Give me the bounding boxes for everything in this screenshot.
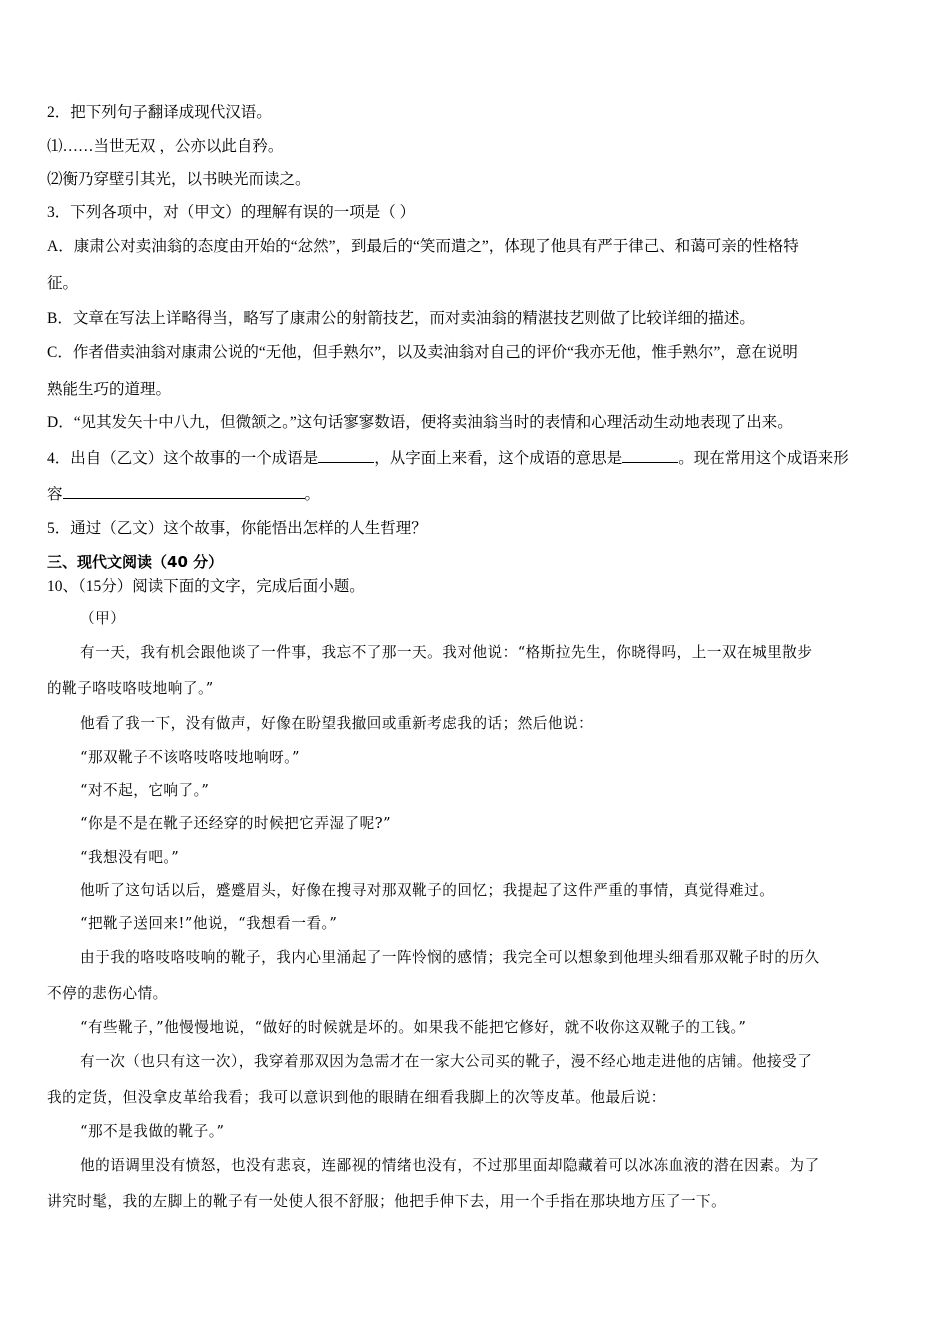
question-4-text-4: 容 (47, 486, 63, 503)
passage-line: 有一天，我有机会跟他谈了一件事，我忘不了那一天。我对他说：“格斯拉先生，你晓得吗，上一双在城里散步 (80, 644, 813, 661)
question-3-option-d: D．“见其发矢十中八九，但微颔之。”这句话寥寥数语，便将卖油翁当时的表情和心理活动生动地表现了出来。 (47, 414, 793, 431)
question-2: 2．把下列句子翻译成现代汉语。 (47, 104, 272, 121)
question-4-text-2: ，从字面上来看，这个成语的意思是 (374, 450, 623, 467)
section-heading: 三、现代文阅读（40 分） (47, 553, 224, 571)
answer-blank-1[interactable] (318, 448, 374, 463)
question-3-option-c: C．作者借卖油翁对康肃公说的“无他，但手熟尔”，以及卖油翁对自己的评价“我亦无他，惟手熟尔”，意在说明 (47, 344, 798, 361)
question-4-cont (47, 484, 320, 505)
passage-line: 的靴子咯吱咯吱地响了。” (47, 680, 214, 697)
question-3-option-b: B．文章在写法上详略得当，略写了康肃公的射箭技艺，而对卖油翁的精湛技艺则做了比较详细的描述。 (47, 310, 755, 327)
passage-line: “把靴子送回来!”他说，“我想看一看。” (80, 915, 338, 932)
passage-line: 他看了我一下，没有做声，好像在盼望我撤回或重新考虑我的话；然后他说： (80, 715, 594, 732)
answer-blank-2[interactable] (622, 448, 678, 463)
passage-line: 有一次（也只有这一次），我穿着那双因为急需才在一家大公司买的靴子，漫不经心地走进他的店铺。他接受了 (80, 1053, 813, 1070)
passage-line: 他听了这句话以后，蹙蹙眉头，好像在搜寻对那双靴子的回忆；我提起了这件严重的事情，真觉得难过。 (80, 882, 775, 899)
passage-line: “那双靴子不该咯吱咯吱地响呀。” (80, 749, 300, 766)
passage-line: “你是不是在靴子还经穿的时候把它弄湿了呢?” (80, 815, 392, 832)
passage-line: 我的定货，但没拿皮革给我看；我可以意识到他的眼睛在细看我脚上的次等皮革。他最后说： (47, 1089, 666, 1106)
question-3-option-a-cont: 征。 (47, 275, 79, 292)
passage-line: “那不是我做的靴子。” (80, 1123, 225, 1140)
passage-line: 讲究时髦，我的左脚上的靴子有一处使人很不舒服；他把手伸下去，用一个手指在那块地方压了一下。 (47, 1193, 727, 1210)
passage-part-label: （甲） (80, 610, 126, 627)
passage-line: 由于我的咯吱咯吱响的靴子，我内心里涌起了一阵怜悯的感情；我完全可以想象到他埋头细看那双靴子时的历久 (80, 949, 820, 966)
question-2-item-1: ⑴……当世无双 ，公亦以此自矜。 (47, 138, 284, 155)
question-2-item-2: ⑵衡乃穿壁引其光，以书映光而读之。 (47, 171, 311, 188)
passage-line: “有些靴子，”他慢慢地说，“做好的时候就是坏的。如果我不能把它修好，就不收你这双靴子的工钱。” (80, 1019, 747, 1036)
question-3-option-a: A．康肃公对卖油翁的态度由开始的“忿然”，到最后的“笑而遣之”，体现了他具有严于律己、和蔼可亲的性格特 (47, 238, 799, 255)
question-5: 5．通过（乙文）这个故事，你能悟出怎样的人生哲理？ (47, 520, 427, 537)
passage-line: “对不起，它响了。” (80, 782, 210, 799)
passage-line: 不停的悲伤心情。 (47, 985, 168, 1002)
question-4 (47, 448, 849, 469)
question-10: 10、（15分）阅读下面的文字，完成后面小题。 (47, 578, 365, 595)
answer-blank-3[interactable] (63, 484, 305, 499)
question-4-text-5: 。 (304, 486, 321, 503)
question-4-text-3: 。现在常用这个成语来形 (678, 450, 849, 467)
passage-line: 他的语调里没有愤怒，也没有悲哀，连鄙视的情绪也没有，不过那里面却隐藏着可以冰冻血液的潜在因素。为了 (80, 1157, 820, 1174)
passage-line: “我想没有吧。” (80, 849, 180, 866)
question-4-text-1: 4．出自（乙文）这个故事的一个成语是 (47, 450, 319, 467)
question-3: 3．下列各项中，对（甲文）的理解有误的一项是（ ） (47, 204, 416, 221)
question-3-option-c-cont: 熟能生巧的道理。 (47, 381, 172, 398)
